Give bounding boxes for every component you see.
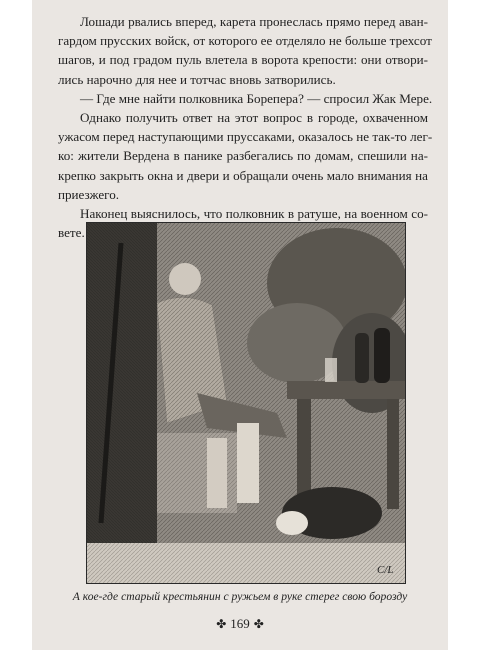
peasant-head bbox=[169, 263, 201, 295]
ornament-icon: ✤ bbox=[216, 617, 227, 631]
engraving-artwork bbox=[87, 223, 405, 583]
body-text bbox=[58, 12, 433, 242]
text-line: вете. bbox=[58, 225, 85, 241]
text-line: — Где мне найти полковника Борепера? — спросил Жак Мере. bbox=[80, 90, 433, 106]
text-line: гардом прусских войск, от которого ее отделяло не больше трехсот bbox=[58, 33, 432, 49]
text-line: Наконец выяснилось, что полковник в ратуше, на военном со- bbox=[80, 206, 428, 222]
peasant-stocking bbox=[237, 423, 259, 503]
bottle-icon bbox=[374, 328, 390, 383]
text-line: ко: жители Вердена в панике разбегались по домам, спешили на- bbox=[58, 148, 428, 164]
text-line: Однако получить ответ на этот вопрос в городе, охваченном bbox=[80, 110, 428, 126]
text-line: ужасом перед наступающими пруссаками, оказалось не так-то лег- bbox=[58, 129, 433, 145]
page-footer bbox=[200, 616, 280, 632]
engraving-illustration bbox=[86, 222, 406, 584]
glass-icon bbox=[325, 358, 337, 382]
text-line: приезжего. bbox=[58, 186, 120, 202]
text-line: шагов, и под градом пуль влетела в ворота крепости: они отвори- bbox=[58, 52, 428, 68]
text-line: Лошади рвались вперед, карета пронеслась прямо перед аван- bbox=[80, 14, 428, 29]
illustration-caption: А кое-где старый крестьянин с ружьем в руке стерег свою борозду bbox=[72, 590, 408, 603]
bottle-icon bbox=[355, 333, 369, 383]
text-line: лись нарочно для нее и тотчас вновь затворились. bbox=[58, 71, 336, 87]
artist-signature: C/L bbox=[377, 564, 394, 576]
page-number: 169 bbox=[230, 616, 250, 631]
ornament-icon: ✤ bbox=[253, 617, 264, 631]
table bbox=[287, 381, 405, 399]
text-line: крепко закрыть окна и двери и обращали очень мало внимания на bbox=[58, 167, 428, 183]
